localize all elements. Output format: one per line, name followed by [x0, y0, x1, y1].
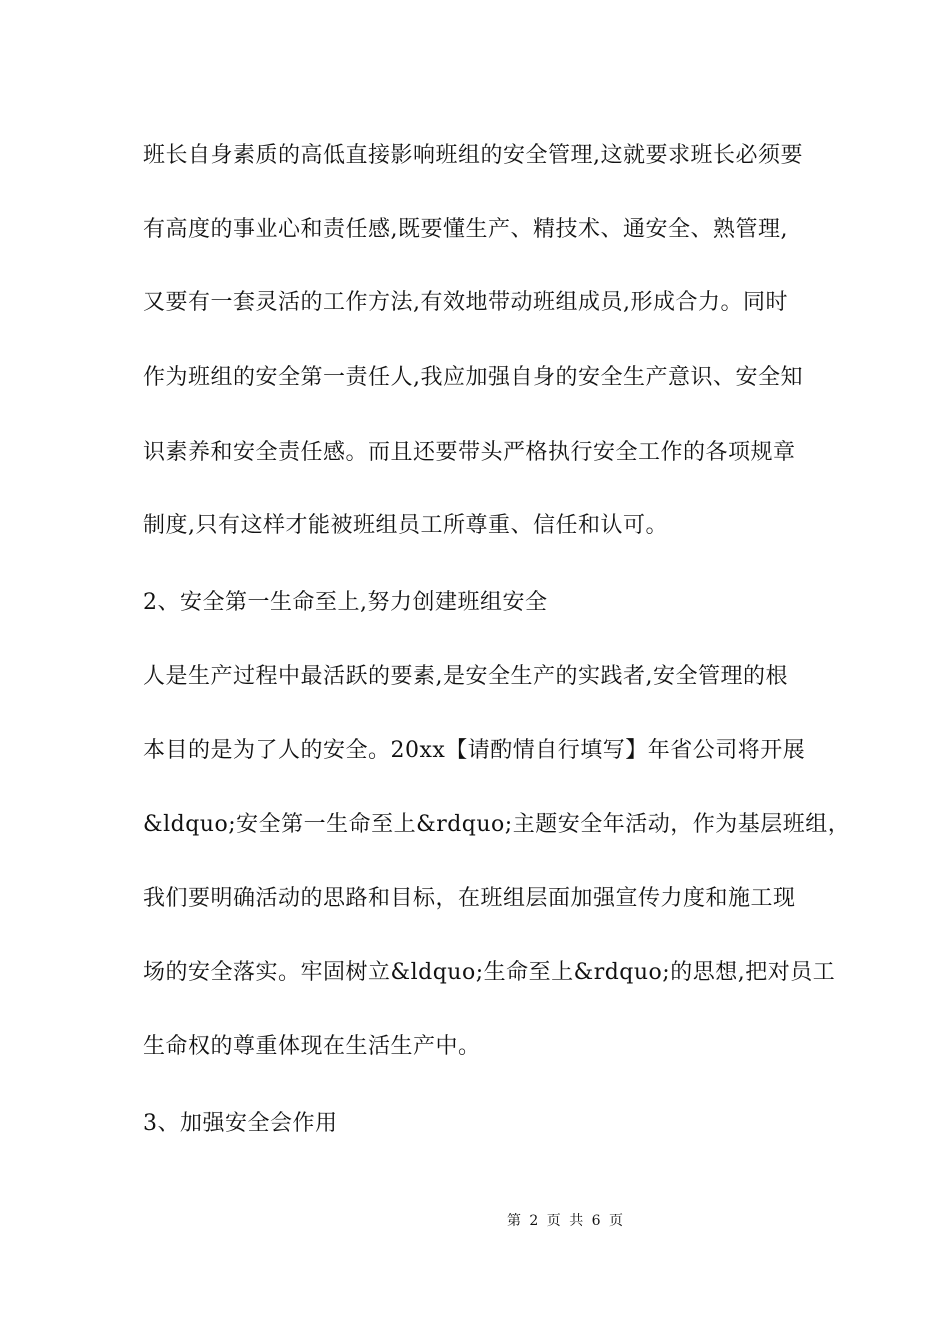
- paragraph-line: 生命权的尊重体现在生活生产中。: [143, 1034, 481, 1059]
- paragraph-line: 场的安全落实。牢固树立&ldquo;生命至上&rdquo;的思想,把对员工: [143, 960, 836, 985]
- footer-total-pages: 6: [591, 1213, 601, 1229]
- paragraph-line: 有高度的事业心和责任感,既要懂生产、精技术、通安全、熟管理,: [143, 217, 788, 242]
- paragraph-line: 制度,只有这样才能被班组员工所尊重、信任和认可。: [143, 513, 668, 538]
- paragraph-line: 人是生产过程中最活跃的要素,是安全生产的实践者,安全管理的根: [143, 664, 788, 689]
- section-heading: 2、安全第一生命至上,努力创建班组安全: [143, 590, 548, 615]
- paragraph-line: &ldquo;安全第一生命至上&rdquo;主题安全年活动，作为基层班组，: [143, 812, 851, 837]
- paragraph-line: 我们要明确活动的思路和目标，在班组层面加强宣传力度和施工现: [143, 886, 796, 911]
- page-footer: [0, 1212, 950, 1230]
- paragraph-line: 班长自身素质的高低直接影响班组的安全管理,这就要求班长必须要: [143, 143, 803, 168]
- paragraph-line: 本目的是为了人的安全。20xx【请酌情自行填写】年省公司将开展: [143, 738, 806, 763]
- paragraph-line: 作为班组的安全第一责任人,我应加强自身的安全生产意识、安全知: [143, 365, 803, 390]
- footer-prefix: 第: [506, 1213, 521, 1229]
- paragraph-line: 又要有一套灵活的工作方法,有效地带动班组成员,形成合力。同时: [143, 290, 788, 315]
- footer-current-page: 2: [529, 1213, 539, 1229]
- paragraph-line: 识素养和安全责任感。而且还要带头严格执行安全工作的各项规章: [143, 440, 796, 465]
- footer-suffix: 页: [609, 1213, 624, 1229]
- footer-total-label: 共: [569, 1213, 584, 1229]
- footer-page-label: 页: [546, 1213, 561, 1229]
- section-heading: 3、加强安全会作用: [143, 1111, 338, 1136]
